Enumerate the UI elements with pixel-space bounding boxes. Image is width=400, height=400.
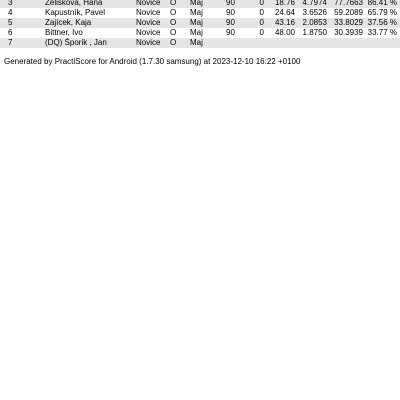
place-cell: 3 xyxy=(8,0,13,7)
class-cell: Maj xyxy=(190,38,203,47)
stage-points-cell: 59.2089 xyxy=(334,8,363,17)
percent-cell: 37.56 % xyxy=(367,18,397,27)
place-cell: 4 xyxy=(8,8,13,17)
table-row xyxy=(0,28,400,38)
competitor-name-cell: Kapustník, Pavel xyxy=(45,8,106,17)
power-factor-cell: O xyxy=(170,18,177,27)
competitor-name-cell: Zajícek, Kaja xyxy=(45,18,92,27)
competitor-name-cell: (DQ) Šporik , Jan xyxy=(45,38,107,47)
division-cell: Novice xyxy=(136,38,161,47)
hit-factor-cell: 1.8750 xyxy=(302,28,327,37)
division-cell: Novice xyxy=(136,8,161,17)
percent-cell: 65.79 % xyxy=(367,8,397,17)
hit-factor-cell: 4.7974 xyxy=(302,0,327,7)
table-row xyxy=(0,0,400,8)
penalties-cell: 0 xyxy=(259,18,264,27)
percent-cell: 33.77 % xyxy=(367,28,397,37)
power-factor-cell: O xyxy=(170,38,177,47)
place-cell: 7 xyxy=(8,38,13,47)
time-cell: 43.16 xyxy=(274,18,295,27)
penalties-cell: 0 xyxy=(259,8,264,17)
points-cell xyxy=(226,38,246,48)
points-cell: 90 xyxy=(226,28,235,37)
table-row xyxy=(0,18,400,28)
hit-factor-cell: 2.0853 xyxy=(302,18,327,27)
stage-points-cell: 77.7663 xyxy=(334,0,363,7)
results-table xyxy=(0,0,400,48)
time-cell: 48.00 xyxy=(274,28,295,37)
time-cell: 18.76 xyxy=(274,0,295,7)
power-factor-cell: O xyxy=(170,28,177,37)
generated-by-footer: Generated by PractiScore for Android (1.7.30 samsung) at 2023-12-10 16:22 +0100 xyxy=(4,57,301,66)
time-cell xyxy=(269,38,295,48)
class-cell: Maj xyxy=(190,8,203,17)
penalties-cell xyxy=(246,38,269,48)
points-cell: 90 xyxy=(226,18,235,27)
time-cell: 24.64 xyxy=(274,8,295,17)
class-cell: Maj xyxy=(190,28,203,37)
stage-points-cell xyxy=(327,38,363,48)
percent-cell xyxy=(363,38,400,48)
table-row xyxy=(0,38,400,48)
points-cell: 90 xyxy=(226,0,235,7)
division-cell: Novice xyxy=(136,0,161,7)
competitor-name-cell: Bittner, Ivo xyxy=(45,28,83,37)
penalties-cell: 0 xyxy=(259,0,264,7)
hit-factor-cell xyxy=(295,38,327,48)
table-row xyxy=(0,8,400,18)
power-factor-cell: O xyxy=(170,0,177,7)
percent-cell: 86.41 % xyxy=(367,0,397,7)
class-cell: Maj xyxy=(190,18,203,27)
hit-factor-cell: 3.6526 xyxy=(302,8,327,17)
place-cell: 5 xyxy=(8,18,13,27)
competitor-name-cell: Zelisková, Hana xyxy=(45,0,103,7)
division-cell: Novice xyxy=(136,28,161,37)
penalties-cell: 0 xyxy=(259,28,264,37)
class-cell: Maj xyxy=(190,0,203,7)
stage-points-cell: 33.8029 xyxy=(334,18,363,27)
place-cell: 6 xyxy=(8,28,13,37)
power-factor-cell: O xyxy=(170,8,177,17)
points-cell: 90 xyxy=(226,8,235,17)
stage-points-cell: 30.3939 xyxy=(334,28,363,37)
division-cell: Novice xyxy=(136,18,161,27)
